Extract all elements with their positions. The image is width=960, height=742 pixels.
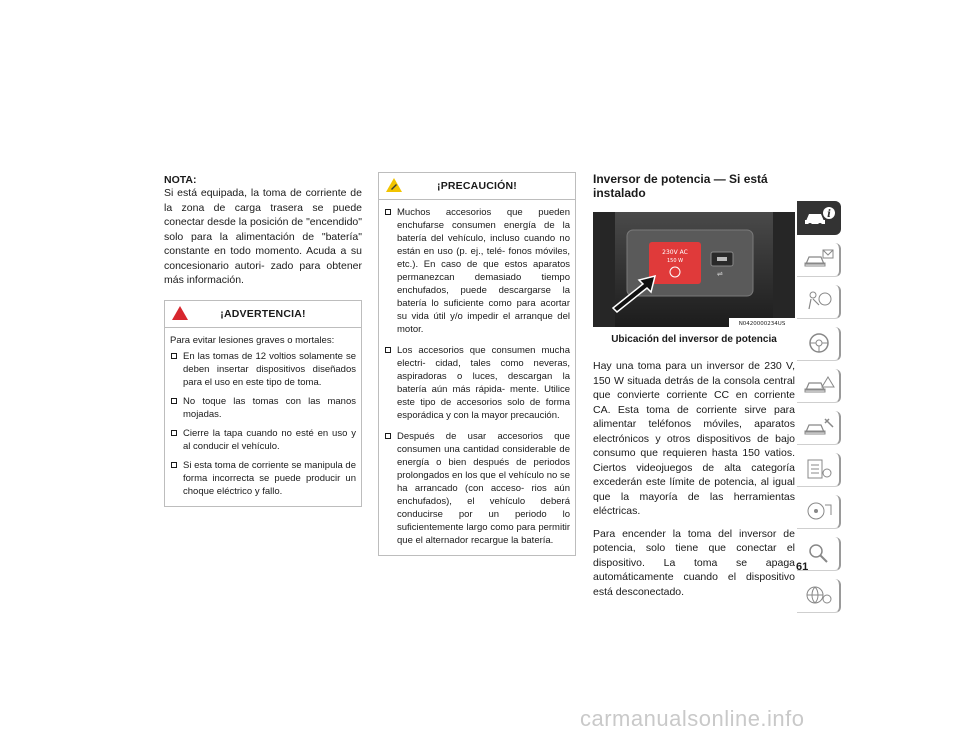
inverter-illustration (593, 212, 795, 327)
tab-steering[interactable] (797, 327, 841, 361)
checkbox-bullet-icon (171, 430, 177, 436)
multimedia-icon (803, 499, 835, 523)
tab-car-info[interactable] (797, 201, 841, 235)
warning-list (170, 350, 356, 498)
list-item: Cierre la tapa cuando no esté en uso y al conducir el vehículo. (170, 427, 356, 453)
airbag-icon (803, 289, 835, 313)
paragraph-1: Hay una toma para un inversor de 230 V, 150 W situada detrás de la consola central que convierte corriente CC en corriente CA. Esta toma de corriente sirve para alimentar teléfonos móviles, aparatos electrónicos y otros dispositivos de bajo consumo que requieren hasta 150 vatios. Ciertos videojuegos de alta categoría excederán este límite de potencia, al igual que la mayoría de las herramientas eléctricas. (593, 360, 795, 517)
tab-maintenance[interactable] (797, 453, 841, 487)
section-title: Inversor de potencia — Si está instalado (593, 172, 768, 200)
warning-header (165, 301, 361, 328)
tab-car-message[interactable] (797, 243, 841, 277)
left-column (164, 174, 362, 507)
figure-caption: Ubicación del inversor de potencia (611, 334, 777, 345)
tab-multimedia[interactable] (797, 495, 841, 529)
list-item: Si esta toma de corriente se manipula de forma incorrecta se puede producir un choque eléctrico y fallo. (170, 459, 356, 498)
watermark: carmanualsonline.info (580, 706, 805, 731)
caution-header (379, 173, 575, 200)
list-item: No toque las tomas con las manos mojadas. (170, 395, 356, 421)
steering-wheel-icon (803, 331, 835, 355)
warning-triangle-icon (171, 305, 189, 321)
checkbox-bullet-icon (171, 398, 177, 404)
caution-box (378, 172, 576, 556)
car-service-icon (803, 415, 835, 439)
tab-airbag[interactable] (797, 285, 841, 319)
language-index-icon (803, 583, 835, 607)
chapter-tabs (797, 201, 841, 621)
list-item: En las tomas de 12 voltios solamente se deben insertar dispositivos diseñados para el uso en este tipo de toma. (170, 350, 356, 389)
note-label: NOTA: (164, 174, 197, 186)
warning-title: ¡ADVERTENCIA! (220, 307, 306, 320)
warning-intro: Para evitar lesiones graves o mortales: (170, 334, 335, 346)
checkbox-bullet-icon (385, 347, 391, 353)
list-item: Los accesorios que consumen mucha electri- cidad, tales como neveras, aspiradoras o luces, descargan la batería aún más rápida- mente. Utilice este tipo de accesorios solo de forma esporádica y con la mayor precaución. (384, 344, 570, 422)
right-column (593, 172, 795, 599)
inverter-photo (593, 212, 795, 327)
car-info-icon (803, 205, 835, 229)
paragraph-2: Para encender la toma del inversor de potencia, solo tiene que conectar el dispositivo. La toma se apaga automáticamente cuando el dispositivo está desconectado. (593, 527, 795, 598)
checkbox-bullet-icon (171, 462, 177, 468)
checkbox-bullet-icon (385, 209, 391, 215)
tab-car-service[interactable] (797, 411, 841, 445)
warning-box (164, 300, 362, 507)
caution-list (384, 206, 570, 547)
svg-text:i: i (827, 209, 831, 220)
tab-car-warning[interactable] (797, 369, 841, 403)
middle-column (378, 172, 576, 556)
checkbox-bullet-icon (171, 353, 177, 359)
checkbox-bullet-icon (385, 433, 391, 439)
panel-label-2: 150 W (666, 258, 684, 264)
car-warning-icon (803, 373, 835, 397)
image-code: N0420000234US (738, 321, 786, 327)
note-text: Si está equipada, la toma de corriente de la zona de carga trasera se puede conectar desde la posición de "encendido" solo para la alimentación de "batería" constante en todo momento. Acuda a su concesionario autori- zado para obtener más información. (164, 187, 362, 286)
svg-text:⇌: ⇌ (717, 270, 723, 278)
panel-label-1: 230V AC (662, 249, 688, 256)
car-message-icon (803, 247, 835, 271)
list-item: Muchos accesorios que pueden enchufarse consumen energía de la batería del vehículo, incluso cuando no están en uso (p. ej., telé- fonos móviles, etc.). En caso de que estos aparatos permanezcan demasiado tiempo enchufados, puede descargarse la batería lo suficiente como para acortar su vida útil y/o impedir el arranque del motor. (384, 206, 570, 336)
maintenance-list-icon (803, 457, 835, 481)
list-item: Después de usar accesorios que consumen una cantidad considerable de energía o bien después de periodos prolongados en los que el vehículo no se ha arrancado (con acceso- rios aún enchufados), el vehículo deberá conducirse por un periodo lo suficientemente largo como para permitir que el alternador recargue la batería. (384, 430, 570, 547)
caution-triangle-icon (385, 177, 403, 193)
tab-language[interactable] (797, 579, 841, 613)
page-number: 61 (796, 561, 809, 573)
caution-title: ¡PRECAUCIÓN! (437, 180, 517, 192)
